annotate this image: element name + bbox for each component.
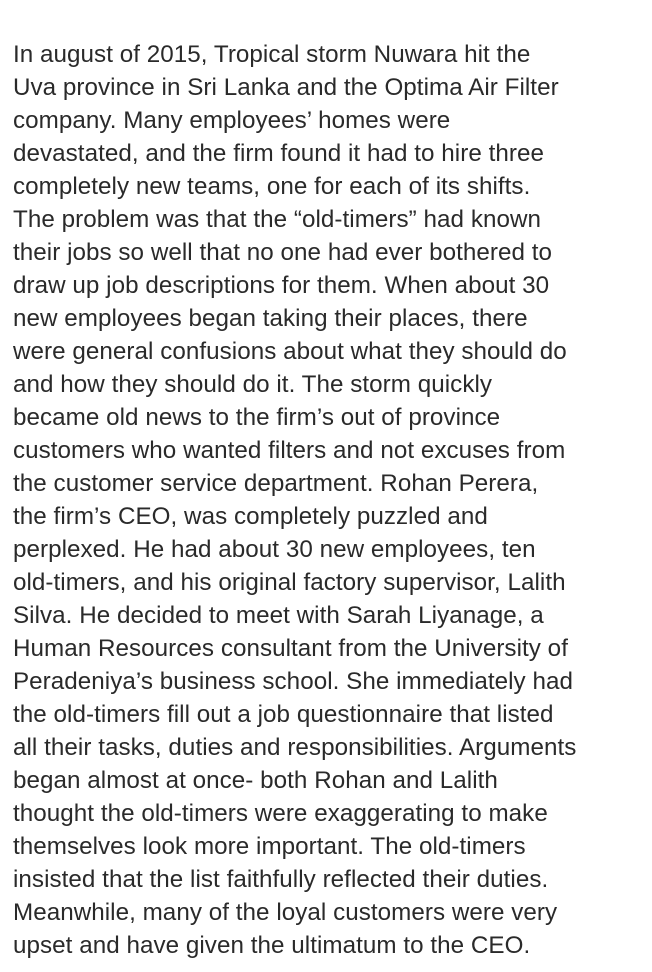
text-line: The problem was that the “old-timers” had known	[13, 206, 541, 233]
text-line: became old news to the firm’s out of province	[13, 404, 501, 431]
text-line: new employees began taking their places, there	[13, 305, 528, 332]
text-line: the old-timers fill out a job questionnaire that listed	[13, 701, 554, 728]
text-line: Human Resources consultant from the University of	[13, 635, 568, 662]
text-line: In august of 2015, Tropical storm Nuwara hit the	[13, 41, 531, 68]
text-line: were general confusions about what they should do	[13, 338, 567, 365]
case-study-text	[13, 38, 652, 962]
text-line: their jobs so well that no one had ever bothered to	[13, 239, 553, 266]
text-line: began almost at once- both Rohan and Lalith	[13, 767, 498, 794]
text-line: old-timers, and his original factory supervisor, Lalith	[13, 569, 566, 596]
text-line: upset and have given the ultimatum to the CEO.	[13, 932, 531, 959]
text-line: themselves look more important. The old-timers	[13, 833, 526, 860]
text-line: Uva province in Sri Lanka and the Optima Air Filter	[13, 74, 559, 101]
text-line: company. Many employees’ homes were	[13, 107, 451, 134]
text-line: thought the old-timers were exaggerating to make	[13, 800, 548, 827]
text-line: the customer service department. Rohan Perera,	[13, 470, 539, 497]
text-line: the firm’s CEO, was completely puzzled and	[13, 503, 488, 530]
text-line: perplexed. He had about 30 new employees, ten	[13, 536, 536, 563]
text-line: insisted that the list faithfully reflected their duties.	[13, 866, 549, 893]
text-line: Silva. He decided to meet with Sarah Liyanage, a	[13, 602, 544, 629]
text-line: Peradeniya’s business school. She immediately had	[13, 668, 573, 695]
text-line: devastated, and the firm found it had to hire three	[13, 140, 544, 167]
text-line: completely new teams, one for each of its shifts.	[13, 173, 531, 200]
text-line: draw up job descriptions for them. When about 30	[13, 272, 550, 299]
text-line: Meanwhile, many of the loyal customers were very	[13, 899, 558, 926]
text-line: all their tasks, duties and responsibilities. Arguments	[13, 734, 577, 761]
text-line: and how they should do it. The storm quickly	[13, 371, 493, 398]
text-line: customers who wanted filters and not excuses from	[13, 437, 566, 464]
